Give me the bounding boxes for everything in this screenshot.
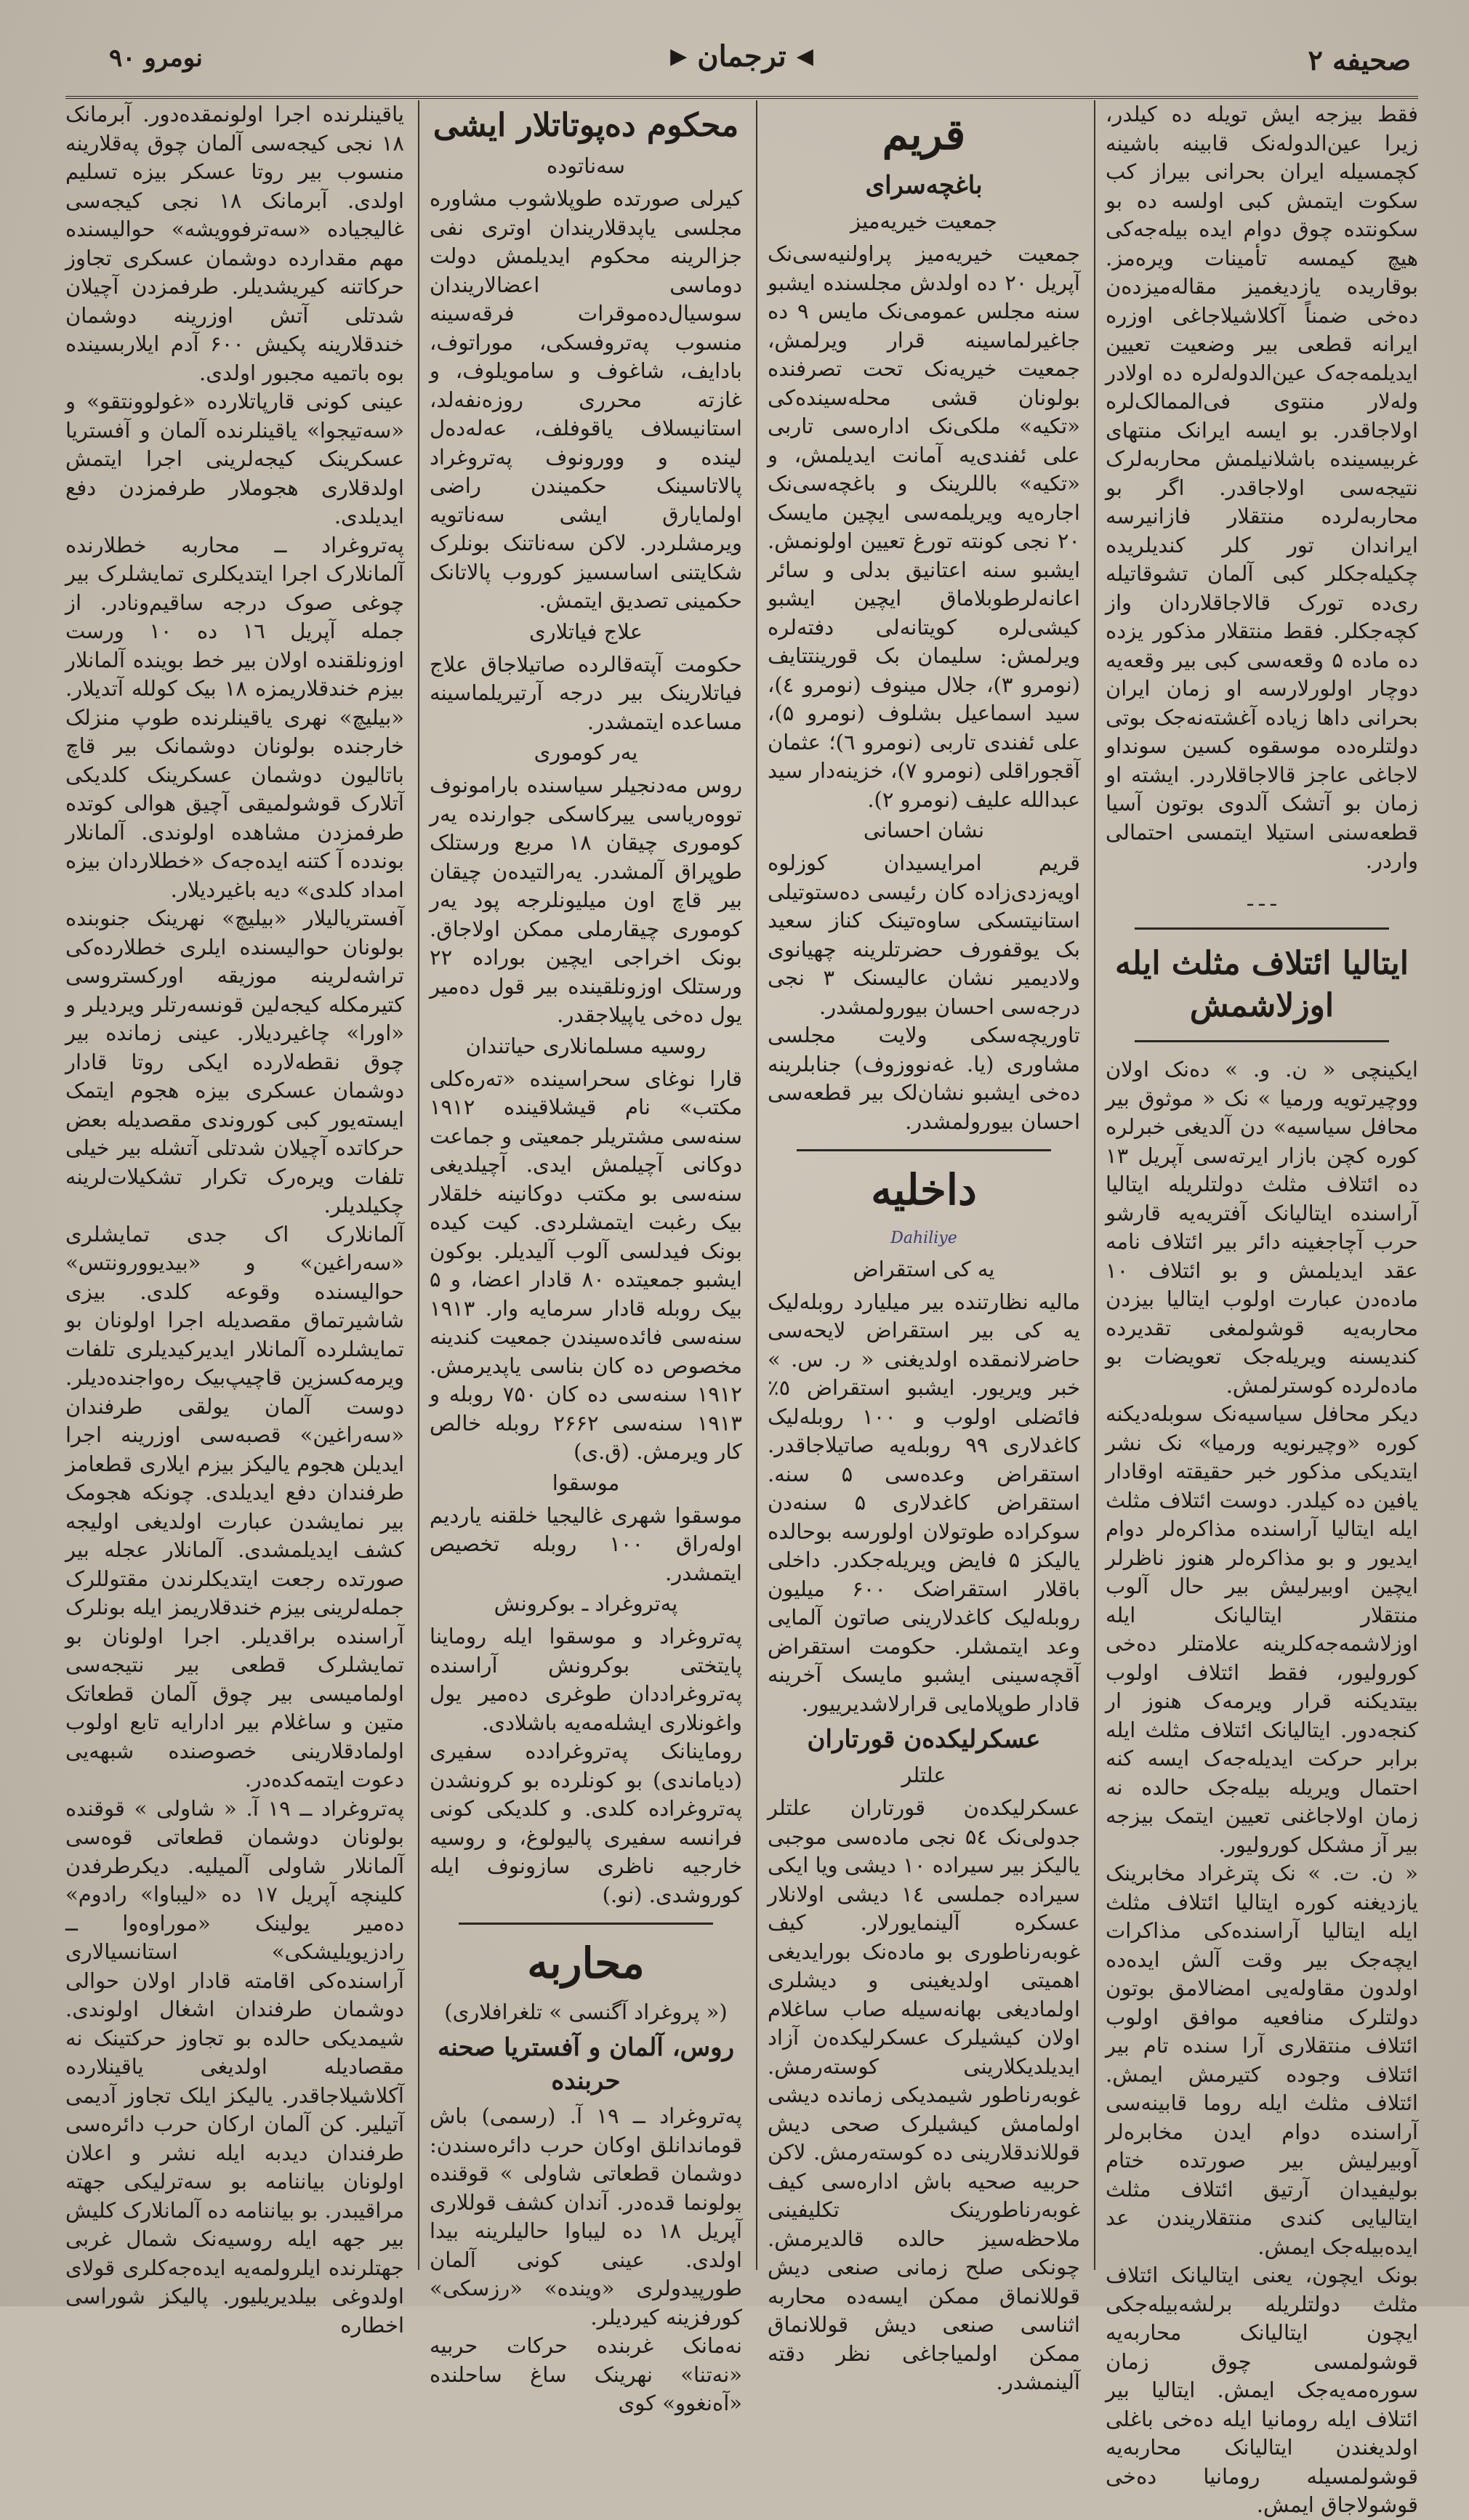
article-subheading: سه‌ناتوده bbox=[547, 153, 625, 178]
article-subheading: یه کی استقراض bbox=[853, 1256, 995, 1281]
column-3 bbox=[430, 100, 742, 2415]
article-subheading: جمعیت خیریه‌میز bbox=[850, 209, 997, 233]
article-heading: عسکرلیکده‌ن قورتاران bbox=[807, 1725, 1041, 1754]
separator: ـ ـ ـ bbox=[1247, 888, 1276, 911]
article-heading: روس، آلمان و آفستریا صحنه حربنده bbox=[437, 2033, 735, 2096]
article-subheading: روسیه مسلمانلاری حیاتندان bbox=[465, 1033, 707, 1058]
article-text: عینی کونی قارپاتلارده «غولوونتقو» و «سه‌تیجوا» یاقینلرنده آلمان و آفستریا عسکرینک کیجه‌لرینی اجرا ایتمش اولدقلاری هجوملار طرفمزدن دفع ایدیلدی. bbox=[65, 389, 404, 528]
column-2 bbox=[768, 100, 1081, 2394]
article-text: جمعیت خیریه‌میز پراولنیه‌سی‌نک آپریل ۲۰ ده اولدش مجلسنده ایشبو سنه مجلس عمومی‌نک مایس ۹ ده جاغیرلماسینه قرار ویرلمش، جمعیت خیریه‌نک تحت تصرفنده بولونان قشی محله‌سینده‌کی «تکیه» ملکی‌نک اداره‌سی تاربی علی ئفندی‌یه آمانت ایدیلمش، و «تکیه» باللرینک و باغچه‌سی‌نک اجاره‌یه ویریلمه‌سی ایچین مایسک ۲۰ نجی کونته تورغ تعیین اولونمش. ایشبو سنه اعتانیق بدلی و سائر اعانه‌لرطوبلاماق ایچین ایشبو کیشی‌لره کویتانه‌لی دفته‌لره ویرلمش: سلیمان بک قورینتتایف (نومرو ۳)، جلال مینوف (نومرو ٤)، سید اسماعیل بشلوف (نومرو ۵)، علی ئفندی تاربی (نومرو ٦)؛ عثمان آقجوراقلی (نومرو ۷)، خزینه‌دار سید عبدالله علیف (نومرو ۲). bbox=[768, 241, 1080, 812]
article-text: تاوریچه‌سکی ولایت مجلسی مشاوری (یا. غه‌نووزوف) جنابلرینه ده‌خی ایشبو نشان‌لک بیر قطعه‌سی احسان بیورولمشدر. bbox=[768, 1023, 1080, 1134]
article-text: دیکر محافل سیاسیه‌نک سوبله‌دیکنه کوره «وچیرنویه ورمیا» نک نشر ایتدیکی مذکور خبر حقیقته اوقادار یافین ده کیلدر. دوست ائتلاف مثلث ایله ایتالیا آراسنده مذاکره‌لر دوام ایدیور و بو مذاکره‌لر هنوز ناظرلر ایچین اوبیرلیش بیر حال آلوب منتقلار ایتالیانک ایله اوزلاشمه‌جه‌کلرینه علامتلر ده‌خی کورولیور، فقط ائتلاف اولوب بیتدیکنه قرار ویرمه‌ک هنوز ار کنجه‌دور. ایتالیانک ائتلاف مثلث ایله برابر حرکت ایدیله‌جه‌ک ایسه کنه احتمال ویریله بیله‌جک حالده نه زمان اولاجاغنی تعیین ایتمک بیزجه بیر آز مشکل کورولیور. bbox=[1106, 1401, 1418, 1857]
article-text: ایکینچی « ن. و. » ده‌نک اولان ووچیرتویه ورمیا » نک « موثوق بیر محافل سیاسیه» دن آلدیغی خبرلره کوره کچن بازار ایرته‌سی آپریل ۱۳ ده ائتلاف مثلث دولتلریله ایتالیا آراسنده ایتالیانک آفتریه‌یه قارشو حرب آچاجغینه دائر بیر ائتلاف نامه عقد ایدیلمش و بو ائتلاف ۱۰ ماده‌دن عبارت اولوب ایتالیا بیزدن محاربه‌یه قوشولمغی تقدیرده کندیسنه ویریله‌جک تعویضات بو ماده‌لرده کوسترلمش. bbox=[1106, 1057, 1418, 1398]
handwritten-stamp: Dahiliye bbox=[890, 1229, 957, 1247]
article-text: آلمانلارک اک جدی تمایشلری «سه‌راغین» و «بیدیوورونتس» حوالیسنده وقوعه کلدی. بیزی شاشیرتماق مقصدیله اجرا اولونان بو تمایشلرده آلمانلار ایدیرکیدیلری تلفات ویرمه‌کسزین قاچیپ‌بیک ره‌واجنده‌دیلر. دوست آلمان یولقی طرفندان «سه‌راغین» قصبه‌سی اوزرینه اجرا ایدیلن هجوم یالیکز بیزم ایلاری قطعامز طرفندان دفع ایدیلدی. چونکه هجومک بیر نمایشدن عبارت اولدیغی اولیجه کشف ایدیلمشدی. آلمانلار عجله بیر صورتده رجعت ایتدیکلرندن مقتوللرک جمله‌لرینی بیزم خندقلاریمز ایله بونلرک آراسنده براقدیلر. اجرا اولونان بو تمایشلرک قطعی بیر نتیجه‌سی اولمامیسی بیر چوق آلمان قطعاتک متین و ساغلام بیر ادارایه تابع اولوب اولمادقلارینی خصوصنده شبهه‌یی دعوت ایتمه‌کده‌در. bbox=[65, 1221, 404, 1792]
section-heading: قریم bbox=[882, 110, 966, 159]
article-heading: باغچه‌سرای bbox=[865, 171, 983, 200]
article-heading: محکوم ده‌پوتاتلار ایشی bbox=[432, 107, 739, 144]
page-label: صحیفه ۲ bbox=[1308, 44, 1411, 76]
article-subheading: موسقوا bbox=[552, 1470, 620, 1495]
article-text: نه‌مانک غربنده حرکات حربیه «نه‌تنا» نهرینک ساغ ساحلنده «آه‌نغوو» کوی bbox=[430, 2333, 742, 2415]
article-subheading: په‌تروغراد ـ بوکرونش bbox=[494, 1591, 678, 1616]
divider bbox=[459, 1923, 713, 1925]
columns bbox=[65, 100, 1418, 2517]
article-text: روس مه‌دنجیلر سیاسنده بارامونوف تووه‌ریاسی ییرکاسکی جوارنده یه‌ر کوموری چیقان ۱۸ مربع ورستلک طوپراق آلمشدر. یه‌رالتیده‌ن چیقان بیر قاچ اون میلیونلرجه پود یه‌ر کوموری چیقارملی ممکن اولاجاق. بونک اخراجی ایچین بوراده ۲۲ ورستلک اوزونلقینده بیر قول ده‌میر یول ده‌خی یاپیلاجقدر. bbox=[430, 773, 742, 1027]
column-1 bbox=[1106, 100, 1418, 2517]
article-text: مالیه نظارتنده بیر میلیارد روبله‌لیک یه کی بیر استقراض لایحه‌سی حاضرلانمقده اولدیغنی « ر. س. » خبر ویریور. ایشبو استقراض ٥٪ فائضلی اولوب و ۱۰۰ روبله‌لیک کاغدلاری ۹۹ روبله‌یه صاتیلاجاقدر. استقراض وعده‌سی ۵ سنه. استقراض کاغدلاری ۵ سنه‌دن سوکراده طوتولان اولورسه بوحالده یالیکز ۵ فایض ویریله‌جکدر. داخلی باقلار استقراضک ۶۰۰ میلیون روبله‌لیک کاغدلارینی صاتون آلمایی وعد ایتمشلر. حکومت استقراض آقچه‌سینی ایشبو مایسک آخرینه قادار طوپلامایی قرارلاشدیرییور. bbox=[768, 1289, 1081, 1716]
divider bbox=[1135, 927, 1389, 930]
paper-name-block bbox=[670, 39, 813, 73]
article-heading: ایتالیا ائتلاف مثلث ایله اوزلاشمش bbox=[1114, 945, 1409, 1024]
article-text: عسکرلیکده‌ن قورتاران علتلر جدولی‌نک ۵٤ نجی ماده‌سی موجبی یالیکز بیر سیراده ۱۰ دیشی ویا ایکی سیراده جملسی ۱٤ دیشی اولانلار عسکره آلینمایورلار. کیف غوبه‌رناطوری بو ماده‌نک بورایدیغی اهمیتی اولدیغینی و دیشلری اولمادیغی بهانه‌سیله صاب ساغلام اولان کیشیلرک عسکرلیکده‌ن آزاد ایدیلدیکلارینی کوسته‌رمش. غوبه‌رناطور شیمدیکی زمانده دیشی اولمامش کیشیلرک صحی دیش قوللاندقلارینی ده کوسته‌رمش. لاکن حربیه صحیه باش اداره‌سی کیف غوبه‌رناطورینک تکلیفینی ملاحظه‌سیز حالده قالدیرمش. چونکی صلح زمانی صنعی دیش قوللانماق ممکن ایسه‌ده محاربه اثناسی صنعی دیش قوللانماق ممکن اولمیاجاغی نظر دقته آلینمشدر. bbox=[768, 1795, 1080, 2394]
column-4 bbox=[65, 100, 405, 2338]
article-text: په‌تروغراد ــ ۱۹ آ. (رسمی) باش قوماندانلق اوکان حرب دائره‌سندن: دوشمان قطعاتی شاولی » قوقنده بولونما قده‌در. آندان کشف قوللاری آپریل ۱۸ ده لیباوا حالیلرینه بیدا اولدی. عینی کونی آلمان طورپیدولری «وینده» «رزسکی» کورفزینه کیردیلر. bbox=[430, 2104, 742, 2330]
section-heading: محاربه bbox=[527, 1939, 645, 1988]
article-subheading: یه‌ر کوموری bbox=[534, 740, 638, 765]
masthead bbox=[65, 29, 1418, 99]
ornament-right-icon: ▶ bbox=[670, 44, 688, 69]
article-text: په‌تروغراد ــ محاربه خطلارنده آلمانلارک اجرا ایتدیکلری تمایشلرک بیر چوغی صوک درجه ساقیم‌ونادر. از جمله آپریل ۱٦ ده ۱۰ ورست اوزونلقنده اولان بیر خط بوینده آلمانلار بیزم خندقلاریمزه ۱۸ بیک کولله آتدیلار. «بیلیچ» نهری یاقینلرنده طوپ منزلک خارجنده بولونان دوشمانک بیر قاچ باتالیون دوشمان عسکرینک کلدیکی آتلارک قوشولمیقی آچیق هوالی کوتده طرفمزدن مشاهده اولوندی. آلمانلار بوندده آ کتنه ایده‌جه‌ک «خطلاردان بیزه امداد کلدی» دیه باغیردیلار. bbox=[65, 532, 404, 902]
article-subheading: علاج فیاتلاری bbox=[528, 619, 643, 644]
article-text: قارا نوغای سحراسینده «ته‌ره‌کلی مکتب» نام قیشلاقینده ۱۹۱۲ سنه‌سی مشتریلر جمعیتی و جماعت دوکانی آچیلمش ایدی. آچیلدیغی سنه‌سی بو مکتب دوکانینه خلقلار بیک رغبت ایتمشلردی. کیت کیده بونک فیدلسی آلوب آلیدیلر. بوکون ایشبو جمعیتده ۸۰ قادار اعضا، و ۵ بیک روبله قادار سرمایه وار. ۱۹۱۳ سنه‌سی فائده‌سیندن جمعیت کندینه مخصوص ده کان بناسی یاپدیرمش. ۱۹۱۲ سنه‌سی ده کان ۷۵۰ روبله و ۱۹۱۳ سنه‌سی ۲۶۶۲ روبله خالص کار ویرمش. (ق.ی) bbox=[430, 1066, 742, 1464]
article-text: موسقوا شهری غالیجیا خلقنه یاردیم اوله‌راق ۱۰۰ روبله تخصیص ایتمشدر. bbox=[430, 1502, 742, 1585]
article-subheading: (« پروغراد آگنسی » تلغرافلاری) bbox=[444, 2000, 728, 2024]
paper-name: ترجمان bbox=[697, 39, 786, 73]
article-text: « ن. ت. » نک پترغراد مخابرینک یازدیغنه کوره ایتالیا ائتلاف مثلث ایله ایتالیا آراسنده‌کی مذاکرات ایچه‌جک بیر وقت آلش ایده‌ده اولدون مقاوله‌یی امضالامق بوتون دولتلرک منافعیه موافق اولوب ائتلاف منتقلاری آرا سنده تام بیر ائتلاف وجوده کتیرمش ایمش. ائتلاف مثلث ایله روما قابینه‌سی آراسنده دوام ایدن مخابره‌لر آوبیرلیش بیر صورتده ختام بولیفیدان آرتیق ائتلاف مثلث ایتالیایی کندی منتقلاریندن عد ایده‌بیله‌جک ایمش. bbox=[1106, 1861, 1418, 2259]
article-text: حکومت آپته‌قالرده صاتیلاجاق علاج فیاتلارینک بیر درجه آرتیریلماسینه مساعده ایتمشدر. bbox=[430, 651, 742, 734]
article-text: قریم امرایسیدان کوزلوه اویه‌زدی‌زاده کان رئیسی ده‌ستوتیلی استانیتسکی ساوه‌تینک کناز سعید بک یوقفورف حضرتلرینه چهیانوی ولادیمیر نشان عالیسنک ۳ نجی درجه‌سی احسان بیورولمشدر. bbox=[768, 850, 1080, 1019]
article-text: آفستریالیلار «بیلیچ» نهرینک جنوبنده بولونان حوالیسنده ایلری خطلارده‌کی تراشه‌لرینه موزیقه اورکستروسی کتیرمکله کیجه‌لین قونسه‌رتلر ویردیلر و «اورا» چاغیردیلار. عینی زمانده بیر چوق نقطه‌لارده ایکی روتا قادار دوشمان عسکری بیزه هجوم ایتمک ایسته‌یور کبی کوروندی مقصدیله بعض حرکاتده آچیلان شدتلی آتشله بیر خیلی تلفات ویره‌رک تکرار تشکیلات‌لرینه چکیلدیلر. bbox=[65, 906, 404, 1217]
ornament-left-icon: ◀ bbox=[796, 44, 813, 69]
article-text: فقط بیزجه ایش تویله ده کیلدر، زیرا عین‌الدوله‌نک قابینه باشینه کچمسیله ایران بحرانی بیراز کب سکوت ایتمش کبی اولسه ده بو سکونتده چوق دوام ایده بیله‌جه‌کی هیچ کیمسه تأمینات ویره‌مز. بوقاریده یازدیغمیز مقاله‌میزده‌ن ده‌خی ضمناً آکلاشیلاجاغی اوزره ایرانه قطعی بیر وضعیت تعیین ایدیلمه‌جه‌ک عین‌الدوله‌لره ده اولادر وله‌لار منتوی فی‌الممالک‌لره اولاجاقدر. بو ایسه ایرانک منتهای غربیسینده باشلانیلمش محاربه‌لرک نتیجه‌سی اولاجاقدر. اگر بو محاربه‌لرده منتقلار فازانیرسه ایراندان تور کلر کندیلریده چکیله‌جکلر کبی آلمان تشوقاتیله ری‌ده تورک قالاجاقلاردان واز کچه‌جکلر. فقط منتقلار مذکور یزده ده ماده ۵ وقعه‌سی کبی بیر وقعه‌یه دوچار اولورلارسه او زمان ایران بحرانی داها زیاده آغشته‌نه‌جک بوتی دولتلره‌ده موسقوه کسین سونداو لاجاغی عاجز قالاجاقلاردر. ایشته او زمان بو آتشک آلدوی بوتون آسیا قطعه‌سنی استیلا ایتمسی احتمالی واردر. bbox=[1106, 102, 1418, 873]
issue-label: نومرو ٩٠ bbox=[109, 44, 203, 73]
divider bbox=[797, 1149, 1051, 1151]
article-subheading: نشان احسانی bbox=[863, 818, 985, 842]
section-heading: داخلیه bbox=[871, 1165, 977, 1215]
article-subheading: علتلر bbox=[901, 1763, 946, 1787]
article-text: کیرلی صورتده طوپلاشوب مشاوره مجلسی یاپدقلاریندان اوتری نفی جزالرینه محکوم ایدیلمش دولت دوماسی اعضالاریندان سوسیال‌ده‌موقرات فرقه‌سینه منسوب په‌تروفسکی، موراتوف، بادایف، شاغوف و سامویلوف، و غازته محرری روزه‌نفه‌لد، استانیسلاف یاقوفلف، عه‌له‌ده‌ل لینده و وورونوف په‌تروغراد پالاتاسینک حکمیندن راضی اولمایارق ایشی سه‌ناتویه ویرمشلردر. لاکن سه‌ناتنک بونلرک شکایتنی اساسسیز کوروب پالاتانک حکمینی تصدیق ایتمش. bbox=[430, 186, 742, 613]
article-text: یاقینلرنده اجرا اولونمقده‌دور. آبرمانک ۱۸ نجی کیجه‌سی آلمان چوق په‌قلارینه منسوب بیر روتا عسکر بیزه تسلیم اولدی. آبرمانک ۱۸ نجی کیجه‌سی غالیجیاده «سه‌ترفوویشه» حوالیسنده مهم مقدارده دوشمان عسکری تجاوز حرکاتنه کیریشدیلر. طرفمزدن آچیلان شدتلی آتش اوزرینه دوشمان خندقلارینه پکیش ۶۰۰ آدم ایلاربسینده بوه باتمیه مجبور اولدی. bbox=[65, 102, 404, 385]
article-text: په‌تروغراد و موسقوا ایله روماینا پایتختی بوکرونش آراسنده په‌تروغراددان طوغری ده‌میر یول واغونلاری ایشله‌مه‌یه باشلادی. bbox=[430, 1624, 742, 1735]
article-text: په‌تروغراد ــ ۱۹ آ. « شاولی » قوقنده بولونان دوشمان قطعاتی قوه‌سی آلمانلار شاولی آلمیلیه. دیکرطرفدن کلینچه آپریل ۱۷ ده «لیباوا» رادوم» ده‌میر یولینک «موراوه‌وا ــ رادزیویلیشکی» استانسیالاری آراسنده‌کی اقامته قادار اولان حوالی دوشمان طرفندان اشغال اولوندی. شیمدیکی حالده بو تجاوز حرکتینک نه مقصادیله اولدیغی یاقینلارده آکلاشیلاجاقدر. یالیکز ایلک تجاوز آدیمی آتیلیر. کن آلمان ارکان حرب دائره‌سی طرفندان دیدبه ایله نشر و اعلان اولونان بیاننامه بو سه‌ترلیکی جهته مراقیبدر. بو بیاننامه ده آلمانلارک کلیش بیر جهه ایله روسیه‌نک شمال غربی جهتلرنده ایلرولمه‌یه ایده‌جه‌کلری قولای اولدوغی بیلدیریلیور. پالیکز شوراسی اخطاره bbox=[65, 1795, 405, 2338]
article-text: روماینانک په‌تروغرادده سفیری (دیاماندی) بو کونلرده بو کرونشدن په‌تروغراده کلدی. و کلدیکی کونی فرانسه سفیری پالیولوغ، و روسیه خارجیه ناظری سازونوف ایله کوروشدی. (نو.) bbox=[430, 1739, 742, 1907]
divider bbox=[1135, 1040, 1389, 1042]
article-text: بونک ایچون، یعنی ایتالیانک ائتلاف مثلث دولتلریله برلشه‌بیله‌جکی ایچون ایتالیانک محاربه‌یه قوشولمسی چوق زمان سوره‌مه‌یه‌جک ایمش. ایتالیا بیر ائتلاف ایله رومانیا ایله ده‌خی باغلی اولدیغندن ایتالیانک محاربه‌یه قوشولمسیله رومانیا ده‌خی قوشولاجاق ایمش. bbox=[1106, 2263, 1418, 2517]
